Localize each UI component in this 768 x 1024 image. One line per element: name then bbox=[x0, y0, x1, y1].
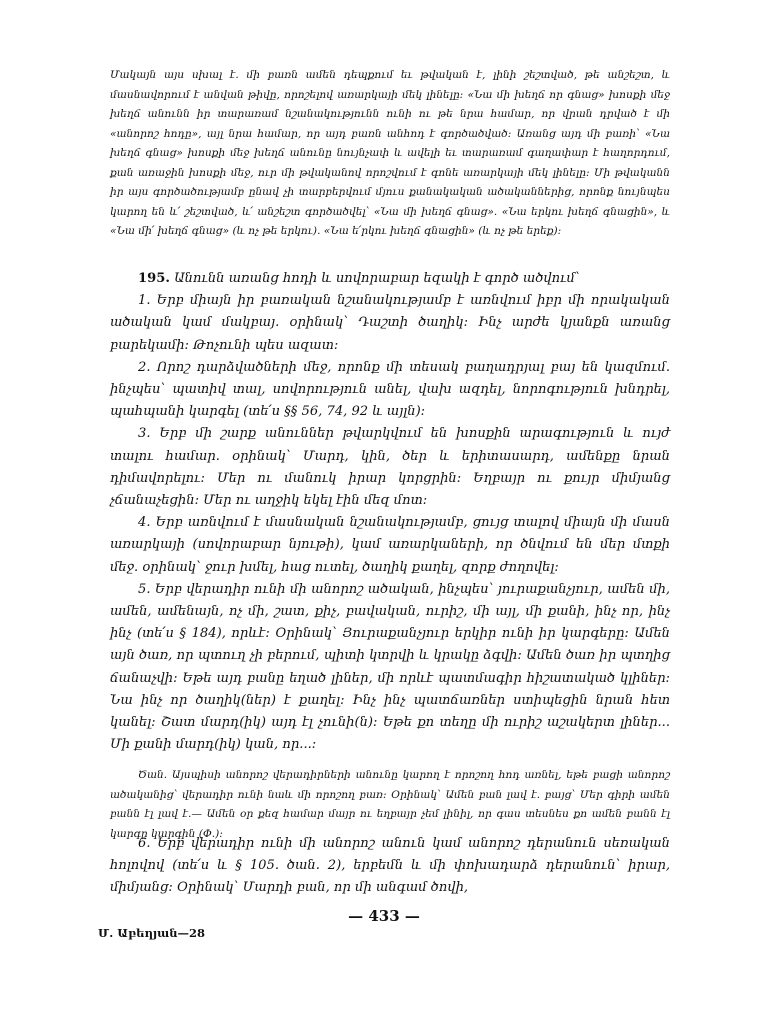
list-item: 4. Երբ առնվում է մասնական նշանակությամբ, ցույց տալով միայն մի մասն առարկայի (սովորաբար նյութի), կամ առարկաների, որ ծնվում են մեր մտքի մեջ. օրինակ՝ ջուր խմել, հաց ուտել, ծաղիկ քաղել, զորք ժողովել։ bbox=[110, 515, 670, 575]
section-number: 195. bbox=[138, 271, 170, 286]
page-number: — 433 — bbox=[348, 907, 420, 925]
note-paragraph: Ծան. Այսպիսի անորոշ վերադիրների անունը կարող է որոշող հոդ առնել, եթե բացի անորոշ ածականից՝ վերադիր ունի նաև մի որոշող բառ։ Օրինակ՝ Ամեն բան լավ է. բայց՝ Մեր գիրի ամեն բանն էլ լավ է.— Ամեն օր քեզ համար մայր ու եղբայր չեմ լինիլ, որ գաս տեսնես քո ամեն բանն էլ կարգը կարգին (Փ.)։ bbox=[110, 769, 670, 840]
section-heading bbox=[110, 268, 670, 290]
list-item: 2. Որոշ դարձվածների մեջ, որոնք մի տեսակ բաղադրյալ բայ են կազմում. ինչպես՝ պատիվ տալ, սովորություն անել, վախ ազդել, նորոգություն խնդրել, պահպանի կարգել (տե՛ս §§ 56, 74, 92 և այլն)։ bbox=[110, 359, 670, 420]
top-paragraph: Մակայն այս սխալ է. մի բառն ամեն դեպքում եւ թվական է, լինի շեշտված, թե անշեշտ, և մասնավորում է անվան թիվը, որոշելով առարկայի մեկ լինելը։ «Նա մի խեղճ որ գնաց» խոսքի մեջ խեղճ անունն իր տարառամ նշանակությունն ունի ու թե նրա համար, որ վրան դրված է մի «անորոշ հոդը», այլ նրա համար, որ այդ բառն անհոդ է գործածված։ Առանց այդ մի բառի՝ «Նա խեղճ գնաց» խոսքի մեջ խեղճ անունը նույնչափ և ավելի եւ տարառամ գաղափար է հաղորդում, քան առաջին խոսքի մեջ, ուր մի թվականով որոշվում է գոնե առարկայի մեկ լինելը։ Մի թվականն իր այս գործածությամբ ընավ չի տարբերվում մյուս քանակական ածականներից, որոնք նույնպես կարող են և՛ շեշտված, և՛ անշեշտ գործածվել՝ «Նա մի խեղճ գնաց». «Նա երկու խեղճ գնացին», և «Նա մի՛ խեղճ գնաց» (և ոչ թե երկու). «Նա ե՛րկու խեղճ գնացին» (և ոչ թե երեք)։ bbox=[110, 69, 670, 237]
signature-mark: Մ. Աբեղյան—28 bbox=[98, 926, 205, 940]
list-item: 3. Երբ մի շարք անուններ թվարկվում են խոսքին արագություն և ույժ տալու համար. օրինակ՝ Մարդ, կին, ծեր և երիտասարդ, ամենքը նրան դիմավորելու։ Մեր ու մանուկ իրար կորցրին։ Եղբայր ու քույր միմյանց չճանաչեցին։ Մեր ու աղջիկ եկել էին մեզ մոտ։ bbox=[110, 426, 670, 509]
item-6-block bbox=[110, 833, 670, 900]
top-paragraph-block bbox=[110, 66, 670, 242]
list-item: 5. Երբ վերադիր ունի մի անորոշ ածական, ինչպես՝ յուրաքանչյուր, ամեն մի, ամեն, ամենայն, ոչ մի, շատ, քիչ, բավական, ուրիշ, մի այլ, մի քանի, ինչ որ, ինչ ինչ (տե՛ս § 184), որևէ։ Օրինակ՝ Յուրաքանչյուր երկիր ունի իր կարգերը։ Ամեն այն ծառ, որ պտուղ չի բերում, պիտի կտրվի և կրակը ձգվի։ Ամեն ծառ իր պտղից ճանաչվի։ Եթե այդ բանը եղած լիներ, մի որևէ պատմագիր հիշատակած կլիներ։ Նա ինչ որ ծաղիկ(ներ) է քաղել։ Ինչ ինչ պատճառներ ստիպեցին նրան հետ կանել։ Շատ մարդ(իկ) այդ էլ չունի(ն)։ Եթե քո տեղը մի ուրիշ աշակերտ լիներ... Մի քանի մարդ(իկ) կան, որ...։ bbox=[110, 581, 670, 753]
page-footer bbox=[0, 905, 768, 945]
section-195 bbox=[110, 268, 670, 756]
list-item: 1. Երբ միայն իր բառական նշանակությամբ է առնվում իբր մի որակական ածական կամ մակբայ. օրինակ՝ Դաշտի ծաղիկ։ Ինչ արժե կյանքն առանց բարեկամի։ Թոչունի պես ազատ։ bbox=[110, 293, 670, 353]
list-item: 6. Երբ վերադիր ունի մի անորոշ անուն կամ անորոշ դերանուն սեռական հոլովով (տե՛ս և § 105. ծան. 2), երբեմն և մի փոխադարձ դերանուն՝ իրար, միմյանց։ Օրինակ՝ Մարդի բան, որ մի անգամ ծովի, bbox=[110, 836, 670, 896]
section-intro: Անունն առանց հոդի և սովորաբար եզակի է գործ ածվում՝ bbox=[174, 271, 580, 286]
